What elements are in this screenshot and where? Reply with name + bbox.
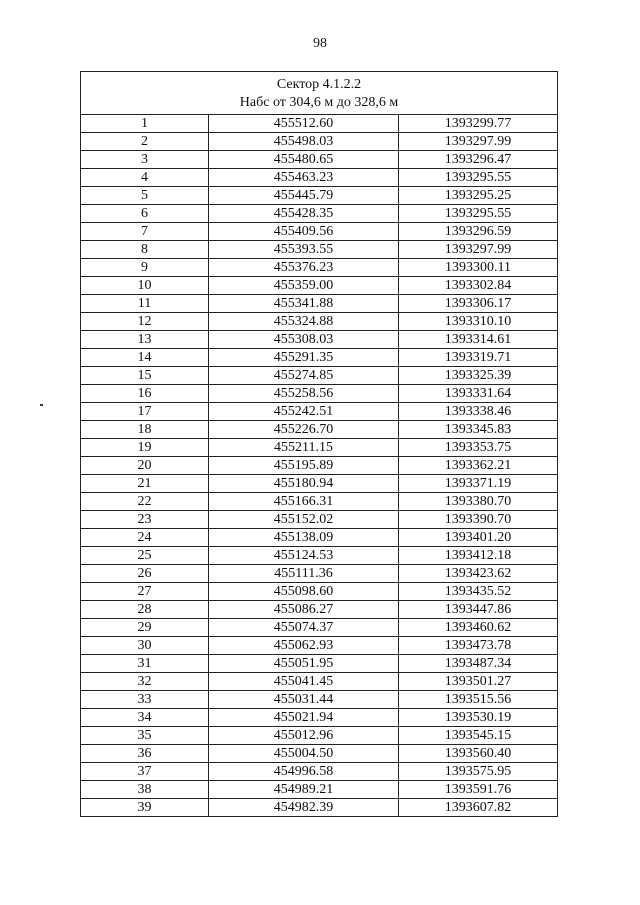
point-number-cell: 29 [81, 619, 209, 637]
table-row [81, 475, 558, 493]
table-row [81, 547, 558, 565]
x-coordinate-cell: 455031.44 [209, 691, 399, 709]
y-coordinate-cell: 1393297.99 [399, 241, 558, 259]
table-row [81, 421, 558, 439]
point-number-cell: 7 [81, 223, 209, 241]
point-number-cell: 1 [81, 115, 209, 133]
x-coordinate-cell: 455021.94 [209, 709, 399, 727]
table-header-cell [81, 72, 558, 115]
point-number-cell: 9 [81, 259, 209, 277]
x-coordinate-cell: 455376.23 [209, 259, 399, 277]
y-coordinate-cell: 1393575.95 [399, 763, 558, 781]
point-number-cell: 5 [81, 187, 209, 205]
point-number-cell: 10 [81, 277, 209, 295]
point-number-cell: 26 [81, 565, 209, 583]
table-row [81, 763, 558, 781]
table-row [81, 565, 558, 583]
point-number-cell: 32 [81, 673, 209, 691]
x-coordinate-cell: 455012.96 [209, 727, 399, 745]
y-coordinate-cell: 1393390.70 [399, 511, 558, 529]
table-row [81, 385, 558, 403]
y-coordinate-cell: 1393423.62 [399, 565, 558, 583]
x-coordinate-cell: 455242.51 [209, 403, 399, 421]
point-number-cell: 24 [81, 529, 209, 547]
table-row [81, 331, 558, 349]
y-coordinate-cell: 1393331.64 [399, 385, 558, 403]
y-coordinate-cell: 1393297.99 [399, 133, 558, 151]
y-coordinate-cell: 1393338.46 [399, 403, 558, 421]
x-coordinate-cell: 455498.03 [209, 133, 399, 151]
x-coordinate-cell: 455086.27 [209, 601, 399, 619]
point-number-cell: 30 [81, 637, 209, 655]
x-coordinate-cell: 455111.36 [209, 565, 399, 583]
point-number-cell: 28 [81, 601, 209, 619]
x-coordinate-cell: 455445.79 [209, 187, 399, 205]
coordinates-table [80, 71, 558, 817]
x-coordinate-cell: 454989.21 [209, 781, 399, 799]
x-coordinate-cell: 455195.89 [209, 457, 399, 475]
x-coordinate-cell: 455393.55 [209, 241, 399, 259]
table-row [81, 799, 558, 817]
point-number-cell: 34 [81, 709, 209, 727]
table-row [81, 349, 558, 367]
point-number-cell: 36 [81, 745, 209, 763]
table-row [81, 691, 558, 709]
x-coordinate-cell: 455138.09 [209, 529, 399, 547]
x-coordinate-cell: 455098.60 [209, 583, 399, 601]
y-coordinate-cell: 1393435.52 [399, 583, 558, 601]
x-coordinate-cell: 454996.58 [209, 763, 399, 781]
table-row [81, 457, 558, 475]
point-number-cell: 17 [81, 403, 209, 421]
table-row [81, 709, 558, 727]
point-number-cell: 38 [81, 781, 209, 799]
y-coordinate-cell: 1393306.17 [399, 295, 558, 313]
y-coordinate-cell: 1393296.59 [399, 223, 558, 241]
y-coordinate-cell: 1393545.15 [399, 727, 558, 745]
y-coordinate-cell: 1393401.20 [399, 529, 558, 547]
y-coordinate-cell: 1393319.71 [399, 349, 558, 367]
table-row [81, 205, 558, 223]
table-row [81, 727, 558, 745]
point-number-cell: 19 [81, 439, 209, 457]
table-row [81, 493, 558, 511]
table-row [81, 241, 558, 259]
point-number-cell: 23 [81, 511, 209, 529]
y-coordinate-cell: 1393310.10 [399, 313, 558, 331]
elevation-range: Набс от 304,6 м до 328,6 м [239, 95, 399, 110]
point-number-cell: 37 [81, 763, 209, 781]
point-number-cell: 39 [81, 799, 209, 817]
table-row [81, 367, 558, 385]
y-coordinate-cell: 1393325.39 [399, 367, 558, 385]
page-number: 98 [313, 36, 327, 51]
y-coordinate-cell: 1393371.19 [399, 475, 558, 493]
point-number-cell: 13 [81, 331, 209, 349]
x-coordinate-cell: 455308.03 [209, 331, 399, 349]
coordinates-table-body [81, 72, 558, 817]
y-coordinate-cell: 1393460.62 [399, 619, 558, 637]
point-number-cell: 31 [81, 655, 209, 673]
table-row [81, 583, 558, 601]
x-coordinate-cell: 454982.39 [209, 799, 399, 817]
x-coordinate-cell: 455211.15 [209, 439, 399, 457]
table-row [81, 169, 558, 187]
y-coordinate-cell: 1393560.40 [399, 745, 558, 763]
x-coordinate-cell: 455180.94 [209, 475, 399, 493]
y-coordinate-cell: 1393314.61 [399, 331, 558, 349]
x-coordinate-cell: 455004.50 [209, 745, 399, 763]
y-coordinate-cell: 1393515.56 [399, 691, 558, 709]
point-number-cell: 11 [81, 295, 209, 313]
x-coordinate-cell: 455041.45 [209, 673, 399, 691]
y-coordinate-cell: 1393412.18 [399, 547, 558, 565]
x-coordinate-cell: 455324.88 [209, 313, 399, 331]
x-coordinate-cell: 455291.35 [209, 349, 399, 367]
x-coordinate-cell: 455051.95 [209, 655, 399, 673]
y-coordinate-cell: 1393353.75 [399, 439, 558, 457]
point-number-cell: 12 [81, 313, 209, 331]
x-coordinate-cell: 455258.56 [209, 385, 399, 403]
y-coordinate-cell: 1393447.86 [399, 601, 558, 619]
table-row [81, 259, 558, 277]
table-row [81, 223, 558, 241]
sector-title: Сектор 4.1.2.2 [276, 77, 362, 92]
table-row [81, 529, 558, 547]
point-number-cell: 18 [81, 421, 209, 439]
y-coordinate-cell: 1393530.19 [399, 709, 558, 727]
y-coordinate-cell: 1393607.82 [399, 799, 558, 817]
table-row [81, 277, 558, 295]
point-number-cell: 27 [81, 583, 209, 601]
point-number-cell: 3 [81, 151, 209, 169]
table-row [81, 115, 558, 133]
point-number-cell: 15 [81, 367, 209, 385]
point-number-cell: 35 [81, 727, 209, 745]
y-coordinate-cell: 1393473.78 [399, 637, 558, 655]
x-coordinate-cell: 455512.60 [209, 115, 399, 133]
point-number-cell: 8 [81, 241, 209, 259]
point-number-cell: 6 [81, 205, 209, 223]
point-number-cell: 33 [81, 691, 209, 709]
y-coordinate-cell: 1393295.55 [399, 169, 558, 187]
table-row [81, 601, 558, 619]
y-coordinate-cell: 1393345.83 [399, 421, 558, 439]
y-coordinate-cell: 1393487.34 [399, 655, 558, 673]
x-coordinate-cell: 455409.56 [209, 223, 399, 241]
y-coordinate-cell: 1393380.70 [399, 493, 558, 511]
point-number-cell: 16 [81, 385, 209, 403]
table-row [81, 439, 558, 457]
table-row [81, 151, 558, 169]
y-coordinate-cell: 1393302.84 [399, 277, 558, 295]
x-coordinate-cell: 455074.37 [209, 619, 399, 637]
point-number-cell: 21 [81, 475, 209, 493]
table-row [81, 655, 558, 673]
table-header-row [81, 72, 558, 115]
point-number-cell: 4 [81, 169, 209, 187]
point-number-cell: 14 [81, 349, 209, 367]
table-row [81, 511, 558, 529]
y-coordinate-cell: 1393295.55 [399, 205, 558, 223]
x-coordinate-cell: 455274.85 [209, 367, 399, 385]
y-coordinate-cell: 1393299.77 [399, 115, 558, 133]
x-coordinate-cell: 455226.70 [209, 421, 399, 439]
table-row [81, 133, 558, 151]
x-coordinate-cell: 455463.23 [209, 169, 399, 187]
x-coordinate-cell: 455359.00 [209, 277, 399, 295]
table-row [81, 313, 558, 331]
table-row [81, 619, 558, 637]
point-number-cell: 25 [81, 547, 209, 565]
y-coordinate-cell: 1393591.76 [399, 781, 558, 799]
x-coordinate-cell: 455152.02 [209, 511, 399, 529]
x-coordinate-cell: 455062.93 [209, 637, 399, 655]
table-row [81, 403, 558, 421]
x-coordinate-cell: 455124.53 [209, 547, 399, 565]
table-row [81, 295, 558, 313]
y-coordinate-cell: 1393501.27 [399, 673, 558, 691]
y-coordinate-cell: 1393296.47 [399, 151, 558, 169]
table-row [81, 781, 558, 799]
table-row [81, 673, 558, 691]
x-coordinate-cell: 455480.65 [209, 151, 399, 169]
scan-speck [40, 404, 43, 406]
y-coordinate-cell: 1393362.21 [399, 457, 558, 475]
table-row [81, 637, 558, 655]
point-number-cell: 2 [81, 133, 209, 151]
x-coordinate-cell: 455428.35 [209, 205, 399, 223]
table-row [81, 187, 558, 205]
x-coordinate-cell: 455341.88 [209, 295, 399, 313]
x-coordinate-cell: 455166.31 [209, 493, 399, 511]
table-row [81, 745, 558, 763]
point-number-cell: 22 [81, 493, 209, 511]
y-coordinate-cell: 1393295.25 [399, 187, 558, 205]
y-coordinate-cell: 1393300.11 [399, 259, 558, 277]
point-number-cell: 20 [81, 457, 209, 475]
